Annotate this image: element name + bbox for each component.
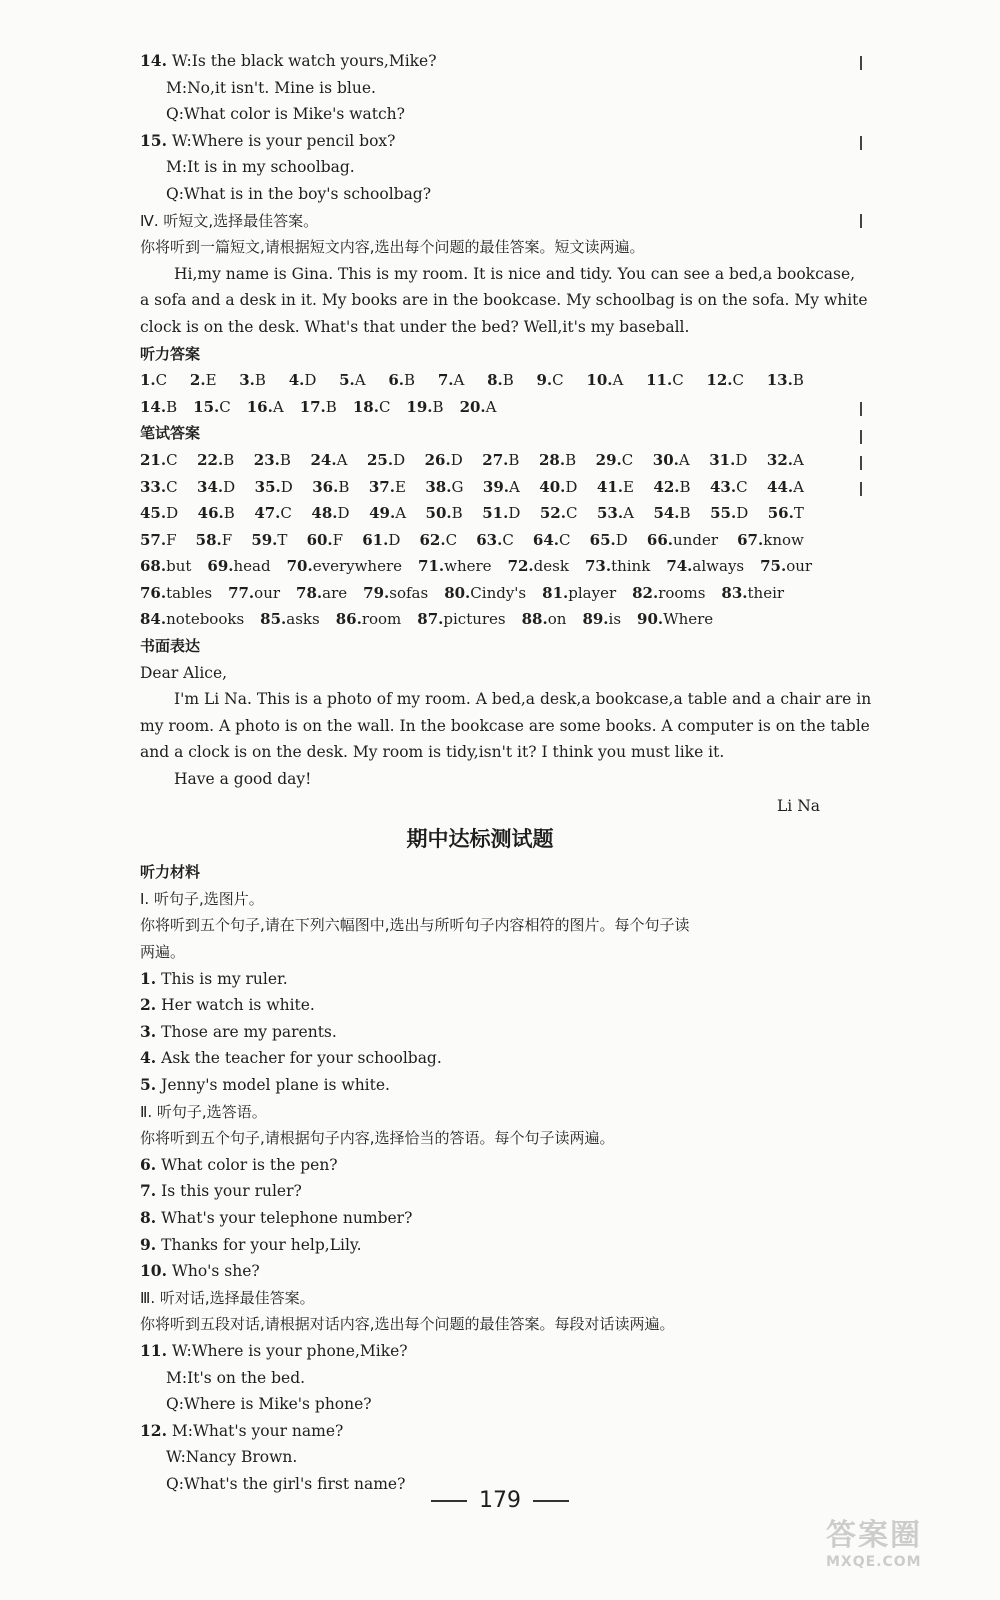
answer-item: 63.C <box>476 530 514 549</box>
dialogue-11-line-2: M:It's on the bed. <box>166 1368 306 1387</box>
watermark-bottom-text: MXQE.COM <box>826 1554 922 1570</box>
answer-item: 39.A <box>482 477 520 496</box>
answer-item: 41.E <box>596 477 634 496</box>
answer-item: 42.B <box>653 477 691 496</box>
item-8: 8. What's your telephone number? <box>140 1207 413 1227</box>
answer-item: 62.C <box>419 530 458 549</box>
written_answers-row <box>140 606 820 633</box>
answer-item: 22.B <box>197 450 235 469</box>
answer-item: 17.B <box>299 397 337 416</box>
scan-edge-mark <box>860 430 862 444</box>
answer-item: 56.T <box>767 504 804 523</box>
written_answers-row <box>140 474 820 501</box>
answer-item: 80.Cindy's <box>444 583 527 602</box>
answer-item: 33.C <box>140 477 178 496</box>
answer-item: 13.B <box>766 371 804 390</box>
section-4-heading: Ⅳ. 听短文,选择最佳答案。 <box>140 211 319 230</box>
answer-item: 83.their <box>721 583 785 602</box>
answer-item: 46.B <box>197 504 235 523</box>
answer-item: 69.head <box>207 557 271 576</box>
dialogue-14-line-2: M:No,it isn't. Mine is blue. <box>166 78 376 97</box>
answer-item: 38.G <box>425 477 464 496</box>
part-1-instruction-1: 你将听到五个句子,请在下列六幅图中,选出与所听句子内容相符的图片。每个句子读 <box>140 916 690 935</box>
answer-item: 7.A <box>437 371 465 390</box>
answer-item: 19.B <box>406 397 444 416</box>
answer-item: 71.where <box>418 557 492 576</box>
item-10: 10. Who's she? <box>140 1261 260 1281</box>
answer-item: 45.D <box>140 504 179 523</box>
answer-item: 16.A <box>246 397 284 416</box>
item-4: 4. Ask the teacher for your schoolbag. <box>140 1048 442 1068</box>
answer-item: 30.A <box>652 450 690 469</box>
answer-item: 37.E <box>368 477 406 496</box>
scan-edge-mark <box>860 136 862 150</box>
part-2-instruction: 你将听到五个句子,请根据句子内容,选择恰当的答语。每个句子读两遍。 <box>140 1129 615 1148</box>
dialogue-14-line-1: 14. W:Is the black watch yours,Mike? <box>140 51 437 70</box>
answer-item: 84.notebooks <box>140 610 245 629</box>
page-number: 179 <box>479 1488 521 1513</box>
scan-edge-mark <box>860 482 862 496</box>
answer-item: 77.our <box>228 583 281 602</box>
midterm-title: 期中达标测试题 <box>406 827 554 852</box>
answer-item: 23.B <box>253 450 291 469</box>
answer-item: 57.F <box>140 530 177 549</box>
answer-item: 28.B <box>538 450 577 469</box>
answer-item: 66.under <box>646 530 718 549</box>
answer-item: 24.A <box>310 450 348 469</box>
answer-item: 50.B <box>425 504 463 523</box>
written_answers-row <box>140 447 820 474</box>
part-3-heading: Ⅲ. 听对话,选择最佳答案。 <box>140 1288 315 1307</box>
answer-item: 75.our <box>760 557 813 576</box>
listening-answers-heading: 听力答案 <box>140 344 201 363</box>
footer-dash-right <box>533 1500 569 1502</box>
answer-item: 1.C <box>140 371 168 390</box>
answer-item: 10.A <box>586 371 624 390</box>
part-3-instruction: 你将听到五段对话,请根据对话内容,选出每个问题的最佳答案。每段对话读两遍。 <box>140 1315 675 1334</box>
dialogue-12-line-1: 12. M:What's your name? <box>140 1420 344 1440</box>
answer-item: 27.B <box>482 450 520 469</box>
answer-item: 3.B <box>239 371 266 390</box>
page-content <box>140 48 872 1497</box>
answer-item: 60.F <box>306 530 344 549</box>
written-answers-grid <box>140 447 820 633</box>
scan-edge-mark <box>860 456 862 470</box>
answer-item: 11.C <box>646 371 684 390</box>
dialogue-15-line-2: M:It is in my schoolbag. <box>166 158 355 177</box>
item-7: 7. Is this your ruler? <box>140 1181 302 1201</box>
answer-item: 59.T <box>251 530 288 549</box>
item-5: 5. Jenny's model plane is white. <box>140 1074 390 1094</box>
answer-item: 79.sofas <box>363 583 429 602</box>
letter-salutation: Dear Alice, <box>140 663 228 682</box>
part-2-heading: Ⅱ. 听句子,选答语。 <box>140 1102 267 1121</box>
answer-item: 9.C <box>536 371 564 390</box>
answer-item: 58.F <box>195 530 233 549</box>
answer-item: 68.but <box>140 557 192 576</box>
written_answers-row <box>140 500 820 527</box>
answer-item: 21.C <box>140 450 178 469</box>
passage-line-3: clock is on the desk. What's that under the bed? Well,it's my baseball. <box>140 317 690 336</box>
answer-item: 81.player <box>542 583 617 602</box>
answer-item: 54.B <box>653 504 691 523</box>
answer-item: 14.B <box>140 397 178 416</box>
answer-item: 6.B <box>388 371 416 390</box>
section-4-instruction: 你将听到一篇短文,请根据短文内容,选出每个问题的最佳答案。短文读两遍。 <box>140 238 645 257</box>
letter-closing: Have a good day! <box>174 770 312 789</box>
answer-item: 40.D <box>539 477 578 496</box>
written_answers-row <box>140 580 820 607</box>
material-heading: 听力材料 <box>140 863 201 882</box>
dialogue-15-line-3: Q:What is in the boy's schoolbag? <box>166 184 432 203</box>
answer-item: 47.C <box>254 504 292 523</box>
dialogue-15-line-1: 15. W:Where is your pencil box? <box>140 130 396 150</box>
answer-item: 44.A <box>767 477 804 496</box>
answer-item: 85.asks <box>260 610 320 629</box>
scan-edge-mark <box>860 402 862 416</box>
answer-item: 5.A <box>339 371 366 390</box>
answer-item: 61.D <box>362 530 401 549</box>
dialogue-14-line-3: Q:What color is Mike's watch? <box>166 105 405 124</box>
answer-item: 12.C <box>706 371 744 390</box>
answer-item: 49.A <box>369 504 407 523</box>
answer-item: 88.on <box>521 610 567 629</box>
answer-item: 36.B <box>312 477 350 496</box>
answer-item: 48.D <box>311 504 350 523</box>
listening_answers-row <box>140 367 820 394</box>
answer-item: 29.C <box>595 450 634 469</box>
scan-edge-mark <box>860 56 862 70</box>
answer-item: 32.A <box>766 450 804 469</box>
passage-line-2: a sofa and a desk in it. My books are in the bookcase. My schoolbag is on the sofa. My white <box>140 291 868 310</box>
dialogue-12-line-3: Q:What's the girl's first name? <box>166 1474 406 1493</box>
answer-item: 34.D <box>197 477 236 496</box>
answer-item: 55.D <box>710 504 749 523</box>
dialogue-11-line-1: 11. W:Where is your phone,Mike? <box>140 1340 408 1360</box>
answer-item: 90.Where <box>637 610 714 629</box>
scan-edge-mark <box>860 214 862 228</box>
written-answers-heading: 笔试答案 <box>140 424 201 443</box>
answer-item: 76.tables <box>140 583 213 602</box>
letter-body-line-3: and a clock is on the desk. My room is tidy,isn't it? I think you must like it. <box>140 743 725 762</box>
item-1: 1. This is my ruler. <box>140 968 288 988</box>
answer-item: 25.D <box>366 450 406 469</box>
answer-item: 86.room <box>335 610 402 629</box>
passage-line-1: Hi,my name is Gina. This is my room. It is nice and tidy. You can see a bed,a bookcase, <box>174 264 856 283</box>
answer-item: 82.rooms <box>632 583 706 602</box>
written_answers-row <box>140 527 820 554</box>
item-2: 2. Her watch is white. <box>140 995 315 1015</box>
dialogue-12-line-2: W:Nancy Brown. <box>166 1448 298 1467</box>
written_answers-row <box>140 553 820 580</box>
letter-body-line-1: I'm Li Na. This is a photo of my room. A bed,a desk,a bookcase,a table and a chair are in <box>174 690 872 709</box>
answer-item: 2.E <box>189 371 217 390</box>
answer-item: 35.D <box>254 477 293 496</box>
answer-item: 51.D <box>482 504 521 523</box>
answer-item: 70.everywhere <box>286 557 403 576</box>
answer-item: 64.C <box>532 530 571 549</box>
answer-item: 26.D <box>424 450 463 469</box>
answer-item: 67.know <box>737 530 804 549</box>
answer-item: 20.A <box>459 397 497 416</box>
answer-item: 72.desk <box>507 557 569 576</box>
listening_answers-row <box>140 394 820 421</box>
item-9: 9. Thanks for your help,Lily. <box>140 1234 362 1254</box>
answer-item: 89.is <box>582 610 622 629</box>
answer-item: 31.D <box>709 450 748 469</box>
letter-signature: Li Na <box>777 796 820 815</box>
answer-item: 78.are <box>296 583 348 602</box>
part-1-instruction-2: 两遍。 <box>140 943 186 961</box>
answer-item: 53.A <box>596 504 634 523</box>
dialogue-11-line-3: Q:Where is Mike's phone? <box>166 1395 372 1414</box>
answer-item: 73.think <box>584 557 651 576</box>
answer-item: 87.pictures <box>417 610 506 629</box>
footer-dash-left <box>431 1500 467 1502</box>
answer-item: 18.C <box>352 397 391 416</box>
answer-item: 52.C <box>539 504 578 523</box>
answer-item: 74.always <box>666 557 745 576</box>
listening-answers-grid <box>140 367 820 420</box>
answer-item: 15.C <box>193 397 231 416</box>
answer-item: 8.B <box>487 371 514 390</box>
writing-heading: 书面表达 <box>140 637 201 656</box>
answer-item: 4.D <box>288 371 317 390</box>
answer-item: 43.C <box>710 477 748 496</box>
answer-item: 65.D <box>589 530 628 549</box>
item-3: 3. Those are my parents. <box>140 1021 337 1041</box>
watermark-top-text: 答案圈 <box>826 1518 922 1553</box>
letter-body-line-2: my room. A photo is on the wall. In the bookcase are some books. A computer is on the table <box>140 716 870 735</box>
part-1-heading: Ⅰ. 听句子,选图片。 <box>140 889 264 908</box>
watermark-logo <box>826 1510 976 1590</box>
item-6: 6. What color is the pen? <box>140 1154 338 1174</box>
